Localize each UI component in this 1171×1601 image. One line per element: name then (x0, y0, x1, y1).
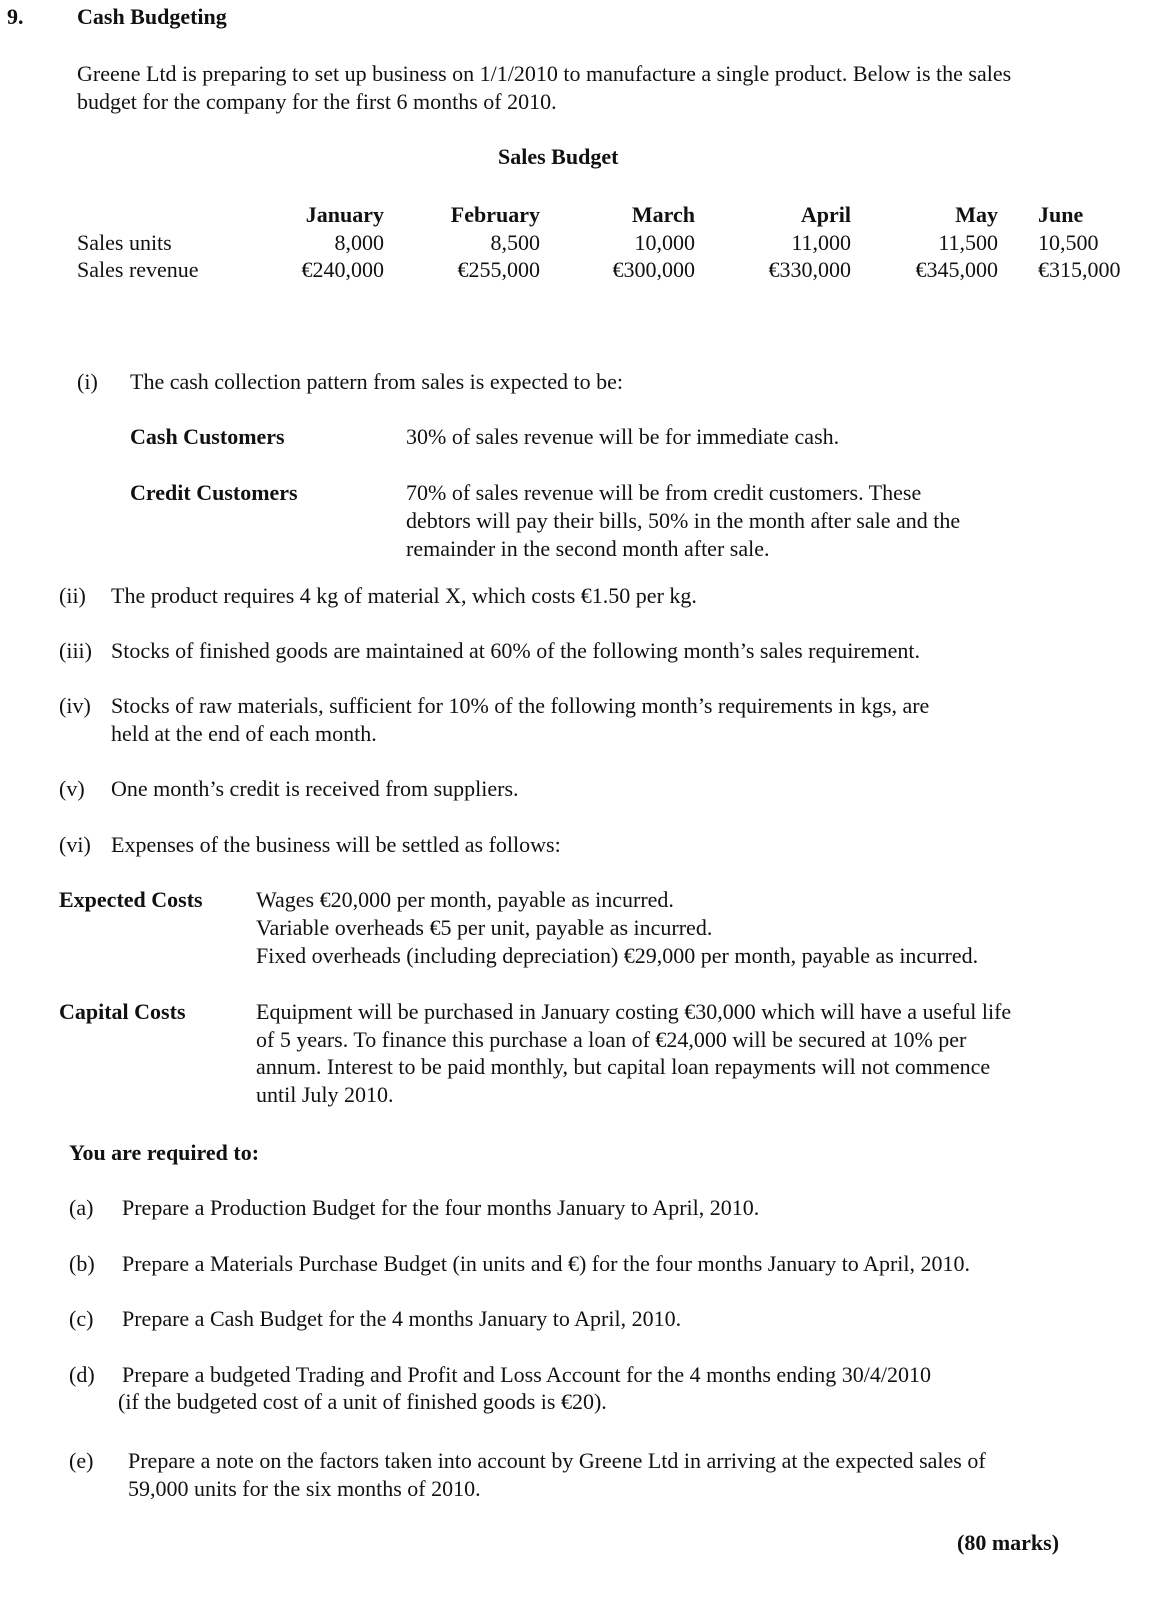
month-header-january: January (305, 202, 384, 227)
table-cell: €300,000 (612, 257, 695, 282)
table-cell: 10,000 (634, 230, 695, 255)
task-e-number: (e) (69, 1448, 94, 1473)
month-header-june: June (1038, 202, 1084, 227)
item-iv-line-2: held at the end of each month. (111, 721, 377, 746)
item-v-text: One month’s credit is received from suppliers. (111, 776, 519, 801)
item-iv-line-1: Stocks of raw materials, sufficient for 10% of the following month’s requirements in kgs, are (111, 693, 930, 718)
task-a-text: Prepare a Production Budget for the four months January to April, 2010. (122, 1195, 760, 1220)
month-header-may: May (955, 202, 998, 227)
intro-line-2: budget for the company for the first 6 months of 2010. (77, 89, 557, 114)
capital-costs-line: of 5 years. To finance this purchase a loan of €24,000 will be secured at 10% per (256, 1027, 967, 1052)
item-iii-text: Stocks of finished goods are maintained at 60% of the following month’s sales requirement. (111, 638, 920, 663)
table-cell: 11,000 (791, 230, 851, 255)
task-d-line: (if the budgeted cost of a unit of finished goods is €20). (118, 1389, 607, 1414)
month-header-february: February (450, 202, 540, 227)
task-a-number: (a) (69, 1195, 94, 1220)
credit-customers-line: debtors will pay their bills, 50% in the month after sale and the (406, 508, 961, 533)
table-cell: 10,500 (1038, 230, 1099, 255)
expected-costs-line: Fixed overheads (including depreciation) €29,000 per month, payable as incurred. (256, 943, 979, 968)
row-label-sales-revenue: Sales revenue (77, 257, 199, 282)
credit-customers-line: remainder in the second month after sale. (406, 536, 770, 561)
task-e-line: Prepare a note on the factors taken into account by Greene Ltd in arriving at the expected sales of (128, 1448, 986, 1473)
task-d-line: Prepare a budgeted Trading and Profit and Loss Account for the 4 months ending 30/4/2010 (122, 1362, 931, 1387)
task-b-number: (b) (69, 1251, 95, 1276)
table-cell: €345,000 (915, 257, 998, 282)
item-ii-text: The product requires 4 kg of material X, which costs €1.50 per kg. (111, 583, 697, 608)
row-label-sales-units: Sales units (77, 230, 172, 255)
question-title: Cash Budgeting (77, 4, 227, 29)
task-b-text: Prepare a Materials Purchase Budget (in units and €) for the four months January to April, 2010. (122, 1251, 971, 1276)
question-number: 9. (7, 4, 24, 29)
table-cell: €330,000 (768, 257, 851, 282)
expected-costs-line: Variable overheads €5 per unit, payable as incurred. (256, 915, 713, 940)
item-i-text: The cash collection pattern from sales is expected to be: (130, 369, 623, 394)
item-i-number: (i) (77, 369, 98, 394)
credit-customers-label: Credit Customers (130, 480, 298, 505)
task-e-line: 59,000 units for the six months of 2010. (128, 1476, 481, 1501)
credit-customers-line: 70% of sales revenue will be from credit customers. These (406, 480, 922, 505)
task-c-text: Prepare a Cash Budget for the 4 months January to April, 2010. (122, 1306, 682, 1331)
task-c-number: (c) (69, 1306, 94, 1331)
sales-budget-title: Sales Budget (498, 144, 619, 169)
expected-costs-label: Expected Costs (59, 887, 203, 912)
task-d-number: (d) (69, 1362, 95, 1387)
table-cell: €255,000 (457, 257, 540, 282)
expected-costs-line: Wages €20,000 per month, payable as incurred. (256, 887, 674, 912)
item-vi-text: Expenses of the business will be settled as follows: (111, 832, 561, 857)
table-cell: €315,000 (1038, 257, 1121, 282)
marks: (80 marks) (957, 1530, 1060, 1555)
capital-costs-label: Capital Costs (59, 999, 186, 1024)
cash-customers-label: Cash Customers (130, 424, 285, 449)
table-cell: €240,000 (301, 257, 384, 282)
month-header-april: April (800, 202, 851, 227)
item-v-number: (v) (59, 776, 85, 801)
item-ii-number: (ii) (59, 583, 86, 608)
capital-costs-line: until July 2010. (256, 1082, 394, 1107)
capital-costs-line: annum. Interest to be paid monthly, but capital loan repayments will not commence (256, 1054, 991, 1079)
cash-customers-text: 30% of sales revenue will be for immediate cash. (406, 424, 840, 449)
intro-line-1: Greene Ltd is preparing to set up business on 1/1/2010 to manufacture a single product. Below is the sales (77, 61, 1012, 86)
table-cell: 8,000 (334, 230, 384, 255)
item-vi-number: (vi) (59, 832, 91, 857)
table-cell: 11,500 (938, 230, 998, 255)
item-iv-number: (iv) (59, 693, 91, 718)
item-iii-number: (iii) (59, 638, 92, 663)
required-heading: You are required to: (69, 1140, 260, 1165)
table-cell: 8,500 (490, 230, 540, 255)
month-header-march: March (631, 202, 695, 227)
capital-costs-line: Equipment will be purchased in January costing €30,000 which will have a useful life (256, 999, 1012, 1024)
